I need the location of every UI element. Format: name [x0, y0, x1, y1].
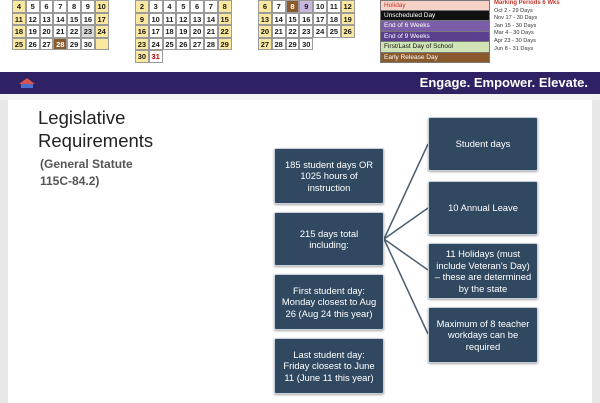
calendar-day-cell: 31	[149, 50, 163, 63]
calendar-day-cell: 17	[149, 25, 163, 38]
calendar-day-cell: 14	[272, 13, 286, 26]
calendar-day-cell: 17	[313, 13, 327, 26]
slide-title	[38, 106, 153, 152]
calendar-day-cell: 6	[40, 0, 54, 13]
calendar-day-cell: 24	[313, 25, 327, 38]
calendar-day-cell: 24	[95, 25, 109, 38]
calendar-day-cell: 26	[341, 25, 355, 38]
calendar-day-cell: 23	[299, 25, 313, 38]
calendar-day-cell: 28	[272, 38, 286, 51]
calendar-day-cell: 5	[176, 0, 190, 13]
calendar-header-strip	[0, 0, 600, 72]
marking-period-item: Apr 23 - 30 Days	[494, 37, 536, 44]
calendar-day-cell: 12	[176, 13, 190, 26]
calendar-day-cell: 12	[341, 0, 355, 13]
calendar-day-cell: 3	[149, 0, 163, 13]
calendar-day-cell: 16	[81, 13, 95, 26]
calendar-day-cell: 10	[313, 0, 327, 13]
calendar-day-cell: 24	[149, 38, 163, 51]
calendar-month-3	[258, 0, 355, 50]
calendar-day-cell: 26	[26, 38, 40, 51]
calendar-day-cell: 19	[176, 25, 190, 38]
calendar-day-cell: 25	[327, 25, 341, 38]
calendar-day-cell: 8	[286, 0, 300, 13]
detail-box-student-days: Student days	[428, 117, 538, 171]
marking-period-item: Oct 2 - 29 Days	[494, 7, 533, 14]
requirement-box-last-day: Last student day: Friday closest to June 11 (June 11 this year)	[274, 338, 384, 394]
calendar-day-cell: 11	[327, 0, 341, 13]
calendar-day-cell: 13	[40, 13, 54, 26]
calendar-day-cell: 4	[12, 0, 26, 13]
calendar-day-cell: 28	[53, 38, 67, 51]
calendar-day-cell: 27	[258, 38, 272, 51]
calendar-day-cell: 13	[190, 13, 204, 26]
slide-subtitle-line-2: 115C-84.2)	[40, 174, 100, 188]
legend-item: Early Release Day	[380, 53, 490, 64]
marking-period-item: Nov 17 - 30 Days	[494, 15, 538, 22]
calendar-month-2	[135, 0, 232, 63]
calendar-day-cell: 21	[272, 25, 286, 38]
calendar-day-cell: 6	[258, 0, 272, 13]
calendar-day-cell: 8	[67, 0, 81, 13]
calendar-day-cell: 2	[135, 0, 149, 13]
calendar-day-cell: 30	[135, 50, 149, 63]
calendar-day-cell: 10	[149, 13, 163, 26]
calendar-day-cell: 30	[81, 38, 95, 51]
legend-item: End of 6 Weeks	[380, 21, 490, 32]
legend-item: Unscheduled Day	[380, 11, 490, 22]
district-logo-icon	[18, 76, 36, 90]
calendar-day-cell: 18	[12, 25, 26, 38]
detail-box-holidays: 11 Holidays (must include Veteran's Day) – these are determined by the state	[428, 243, 538, 299]
calendar-day-cell: 16	[135, 25, 149, 38]
calendar-day-cell	[341, 38, 355, 51]
calendar-day-cell	[95, 38, 109, 51]
calendar-day-cell: 20	[258, 25, 272, 38]
legend-item: End of 9 Weeks	[380, 32, 490, 43]
calendar-day-cell: 13	[258, 13, 272, 26]
calendar-day-cell: 26	[176, 38, 190, 51]
calendar-day-cell: 25	[12, 38, 26, 51]
marking-periods	[494, 0, 594, 53]
calendar-day-cell: 11	[12, 13, 26, 26]
slide-title-line-2: Requirements	[38, 130, 154, 151]
calendar-day-cell: 7	[204, 0, 218, 13]
slide-title-line-1: Legislative	[38, 107, 126, 128]
calendar-day-cell: 30	[299, 38, 313, 51]
marking-period-item: Jan 15 - 30 Days	[494, 22, 537, 29]
detail-box-annual-leave: 10 Annual Leave	[428, 181, 538, 235]
calendar-day-cell: 25	[163, 38, 177, 51]
calendar-day-cell: 23	[135, 38, 149, 51]
calendar-month-1	[12, 0, 109, 50]
brand-slogan: Engage. Empower. Elevate.	[419, 75, 588, 90]
calendar-day-cell: 21	[204, 25, 218, 38]
calendar-day-cell: 15	[286, 13, 300, 26]
calendar-day-cell: 6	[190, 0, 204, 13]
calendar-day-cell: 29	[286, 38, 300, 51]
requirement-box-total-days: 215 days total including:	[274, 212, 384, 266]
calendar-day-cell: 22	[218, 25, 232, 38]
calendar-day-cell: 22	[67, 25, 81, 38]
requirement-box-instruction: 185 student days OR 1025 hours of instruction	[274, 148, 384, 204]
calendar-day-cell: 7	[53, 0, 67, 13]
calendar-day-cell: 16	[299, 13, 313, 26]
detail-box-teacher-workdays: Maximum of 8 teacher workdays can be required	[428, 307, 538, 363]
calendar-day-cell: 12	[26, 13, 40, 26]
calendar-day-cell: 28	[204, 38, 218, 51]
calendar-day-cell: 10	[95, 0, 109, 13]
calendar-day-cell: 18	[327, 13, 341, 26]
calendar-day-cell: 11	[163, 13, 177, 26]
calendar-day-cell: 20	[40, 25, 54, 38]
marking-period-item: Mar 4 - 30 Days	[494, 30, 534, 37]
calendar-day-cell: 5	[26, 0, 40, 13]
slide-subtitle	[40, 156, 133, 190]
calendar-day-cell: 19	[26, 25, 40, 38]
calendar-legend	[380, 0, 490, 63]
calendar-day-cell: 23	[81, 25, 95, 38]
calendar-day-cell: 20	[190, 25, 204, 38]
calendar-day-cell: 18	[163, 25, 177, 38]
calendar-day-cell: 29	[218, 38, 232, 51]
marking-period-item: Jun 8 - 31 Days	[494, 45, 534, 52]
marking-periods-heading: Marking Periods 6 Wks	[494, 0, 560, 6]
calendar-day-cell: 17	[95, 13, 109, 26]
legend-item: First/Last Day of School	[380, 42, 490, 53]
calendar-day-cell: 19	[341, 13, 355, 26]
calendar-day-cell: 14	[53, 13, 67, 26]
calendar-day-cell: 4	[163, 0, 177, 13]
calendar-day-cell: 14	[204, 13, 218, 26]
calendar-day-cell: 7	[272, 0, 286, 13]
calendar-day-cell: 29	[67, 38, 81, 51]
calendar-day-cell: 27	[190, 38, 204, 51]
calendar-day-cell: 21	[53, 25, 67, 38]
calendar-day-cell: 9	[299, 0, 313, 13]
calendar-day-cell	[313, 38, 327, 51]
requirement-box-first-day: First student day: Monday closest to Aug 26 (Aug 24 this year)	[274, 274, 384, 330]
calendar-day-cell: 27	[40, 38, 54, 51]
calendar-day-cell: 15	[67, 13, 81, 26]
calendar-day-cell: 15	[218, 13, 232, 26]
calendar-day-cell: 8	[218, 0, 232, 13]
calendar-day-cell	[327, 38, 341, 51]
legend-item: Holiday	[380, 0, 490, 11]
calendar-day-cell: 9	[81, 0, 95, 13]
calendar-day-cell: 22	[286, 25, 300, 38]
brand-banner	[0, 72, 600, 94]
slide-subtitle-line-1: (General Statute	[40, 157, 133, 171]
calendar-day-cell: 9	[135, 13, 149, 26]
